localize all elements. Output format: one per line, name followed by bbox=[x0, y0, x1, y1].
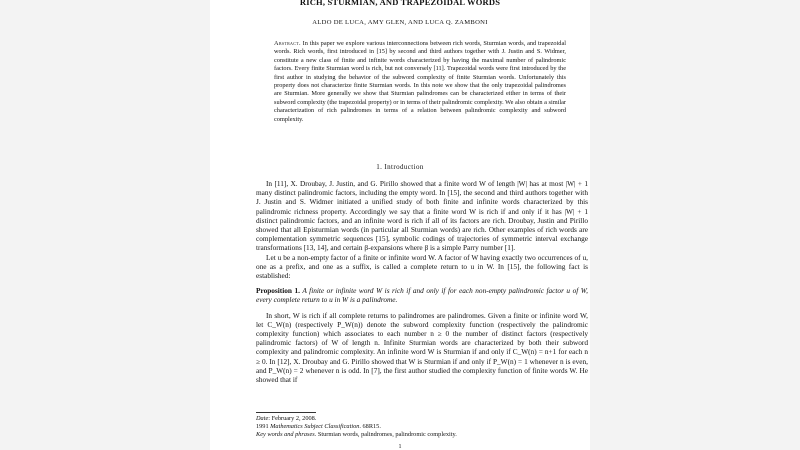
abstract-text: In this paper we explore various interconnections between rich words, Sturmian words, and trapezoidal words. Rich words, first introduced in [15] by second and third authors together with J. Justin and S. Widmer, constitute a new class of finite and infinite words characterized by having the maximal number of palindromic factors. Every finite Sturmian word is rich, but not conversely [11]. Trapezoidal words were first introduced by the first author in studying the behavior of the subword complexity of finite Sturmian words. Unfortunately this property does not characterize finite Sturmian words. In this note we show that the only trapezoidal palindromes are Sturmian. More generally we show that Sturmian palindromes can be characterized either in terms of their subword complexity (the trapezoidal property) or in terms of their palindromic complexity. We also obtain a similar characterization of rich palindromes in terms of a relation between palindromic complexity and subword complexity. bbox=[274, 40, 566, 123]
paper-page bbox=[210, 0, 590, 450]
abstract-label: Abstract. bbox=[274, 40, 301, 47]
introduction-body bbox=[256, 179, 588, 384]
viewer-background-right bbox=[590, 0, 800, 450]
page-number: 1 bbox=[398, 444, 402, 450]
paragraph-1: In [11], X. Droubay, J. Justin, and G. Pirillo showed that a finite word W of length |W| has at most |W| + 1 many distinct palindromic factors, including the empty word. In [15], the second and third authors together with J. Justin and S. Widmer initiated a unified study of both finite and infinite words characterized by this palindromic richness property. Accordingly we say that a finite word W is rich if and only if it has |W| + 1 distinct palindromic factors, and an infinite word is rich if all of its factors are rich. Droubay, Justin and Pirillo showed that all Episturmian words (in particular all Sturmian words) are rich. Other examples of rich words are complementation symmetric sequences [15], symbolic codings of trajectories of symmetric interval exchange transformations [13, 14], and certain β-expansions where β is a simple Parry number [1]. bbox=[256, 179, 588, 253]
footnote-msc-label: Mathematics Subject Classification bbox=[270, 423, 360, 431]
proposition-text: A finite or infinite word W is rich if and only if for each non-empty palindromic factor u of W, every complete return to u in W is a palindrome. bbox=[256, 286, 589, 305]
paper-title: RICH, STURMIAN, AND TRAPEZOIDAL WORDS bbox=[299, 0, 501, 7]
proposition-1 bbox=[256, 286, 588, 304]
footnotes bbox=[256, 415, 588, 440]
paragraph-3: In short, W is rich if all complete returns to palindromes are palindromes. Given a finite or infinite word W, let C_W(n) (respectively P_W(n)) denote the subword complexity function (respectively the palindromic complexity function) which associates to each number n ≥ 0 the number of distinct factors (respectively palindromic factors) of W of length n. Infinite Sturmian words are characterized by both their subword complexity and palindromic complexity. An infinite word W is Sturmian if and only if C_W(n) = n+1 for each n ≥ 0. In [12], X. Droubay and G. Pirillo showed that W is Sturmian if and only if P_W(n) = 1 whenever n is even, and P_W(n) = 2 whenever n is odd. In [7], the first author studied the complexity function of finite words W. He showed that if bbox=[256, 310, 588, 385]
footnote-keywords bbox=[256, 431, 588, 439]
footnote-date-value: : February 2, 2008. bbox=[268, 415, 317, 422]
proposition-label: Proposition 1. bbox=[256, 286, 300, 296]
viewer-background-left bbox=[0, 0, 210, 450]
section-title: 1. Introduction bbox=[376, 163, 424, 171]
footnote-rule bbox=[256, 412, 316, 413]
footnote-keywords-label: Key words and phrases bbox=[256, 431, 315, 439]
footnote-msc bbox=[256, 423, 588, 431]
footnote-keywords-value: . Sturmian words, palindromes, palindromic complexity. bbox=[314, 431, 457, 439]
footnote-date-label: Date bbox=[256, 415, 269, 422]
footnote-msc-value: . 68R15. bbox=[359, 423, 381, 431]
paragraph-2: Let u be a non-empty factor of a finite or infinite word W. A factor of W having exactly two occurrences of u, one as a prefix, and one as a suffix, is called a complete return to u in W. In [15], the following fact is established: bbox=[256, 252, 588, 281]
footnote-date bbox=[256, 415, 588, 423]
paper-authors: ALDO DE LUCA, AMY GLEN, AND LUCA Q. ZAMBONI bbox=[312, 19, 488, 26]
footnote-msc-prefix: 1991 bbox=[256, 423, 271, 431]
abstract bbox=[274, 40, 566, 124]
